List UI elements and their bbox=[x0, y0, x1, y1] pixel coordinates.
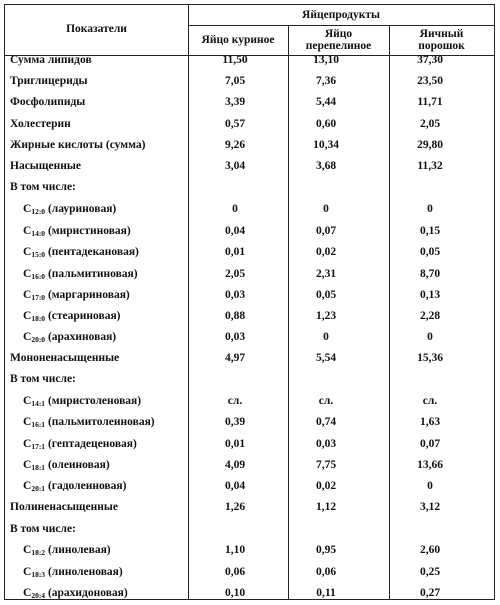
value-cell: 13,66 bbox=[417, 459, 443, 471]
acid-name: (маргариновая) bbox=[47, 289, 130, 301]
acid-symbol: C bbox=[23, 459, 32, 471]
row-label bbox=[23, 565, 123, 582]
value-cell: 2,05 bbox=[224, 268, 246, 280]
value-cell: 2,05 bbox=[419, 118, 441, 130]
value-cell: 5,54 bbox=[315, 352, 337, 364]
acid-code: 18:2 bbox=[31, 548, 46, 557]
value-cell: 2,60 bbox=[419, 544, 441, 556]
value-cell: 1,63 bbox=[419, 416, 441, 428]
acid-name: (олеиновая) bbox=[47, 459, 110, 471]
value-cell: сл. bbox=[227, 395, 243, 407]
indicator-column-header: Показатели bbox=[66, 23, 127, 35]
acid-symbol: C bbox=[23, 416, 32, 428]
acid-symbol: C bbox=[23, 268, 32, 280]
value-cell: 3,04 bbox=[224, 160, 246, 172]
value-cell: 13,10 bbox=[313, 54, 339, 66]
value-cell: 0,60 bbox=[315, 118, 337, 130]
value-cell: 0 bbox=[323, 203, 329, 215]
acid-symbol: C bbox=[23, 395, 32, 407]
acid-code: 18:0 bbox=[31, 314, 46, 323]
row-label bbox=[23, 415, 155, 432]
value-cell: 0,02 bbox=[315, 246, 337, 258]
value-cell: 0,06 bbox=[315, 566, 337, 578]
value-cell: 0,13 bbox=[419, 289, 441, 301]
acid-name: (линоленовая) bbox=[47, 566, 123, 578]
value-cell: 7,75 bbox=[315, 459, 337, 471]
value-cell: 7,36 bbox=[315, 75, 337, 87]
row-label bbox=[23, 309, 121, 326]
acid-name: (стеариновая) bbox=[47, 310, 121, 322]
acid-symbol: C bbox=[23, 587, 32, 599]
row-label bbox=[23, 437, 137, 454]
row-label: Мононенасыщенные bbox=[10, 352, 120, 364]
acid-name: (пальмитиновая) bbox=[47, 268, 138, 280]
acid-symbol: C bbox=[23, 438, 32, 450]
value-cell: 0,05 bbox=[315, 289, 337, 301]
value-cell: 0,07 bbox=[315, 225, 337, 237]
value-cell: сл. bbox=[318, 395, 334, 407]
value-cell: 15,36 bbox=[417, 352, 443, 364]
row-label bbox=[23, 479, 126, 496]
section-label: В том числе: bbox=[10, 181, 76, 193]
row-label bbox=[23, 330, 116, 347]
value-cell: 0,74 bbox=[315, 416, 337, 428]
value-cell: 0,07 bbox=[419, 438, 441, 450]
value-cell: 11,71 bbox=[417, 96, 443, 108]
acid-name: (линолевая) bbox=[47, 544, 111, 556]
acid-symbol: C bbox=[23, 289, 32, 301]
row-label bbox=[23, 288, 130, 305]
value-cell: 0,03 bbox=[224, 289, 246, 301]
acid-code: 15:0 bbox=[31, 250, 46, 259]
value-cell: 0,05 bbox=[419, 246, 441, 258]
value-cell: 0 bbox=[232, 203, 238, 215]
acid-symbol: C bbox=[23, 203, 32, 215]
acid-symbol: C bbox=[23, 566, 32, 578]
section-label: В том числе: bbox=[10, 523, 76, 535]
acid-name: (миристиновая) bbox=[47, 225, 131, 237]
value-cell: 0,04 bbox=[224, 225, 246, 237]
acid-name: (лауриновая) bbox=[47, 203, 117, 215]
column-header-egg-powder: Яичный порошок bbox=[418, 28, 465, 52]
value-cell: 0,03 bbox=[224, 331, 246, 343]
row-label bbox=[23, 543, 111, 560]
acid-code: 12:0 bbox=[31, 207, 46, 216]
value-cell: 0 bbox=[323, 331, 329, 343]
acid-name: (арахиновая) bbox=[47, 331, 117, 343]
acid-symbol: C bbox=[23, 544, 32, 556]
acid-code: 18:3 bbox=[31, 570, 46, 579]
value-cell: 0 bbox=[427, 331, 433, 343]
row-label bbox=[23, 394, 141, 411]
value-cell: 10,34 bbox=[313, 139, 339, 151]
value-cell: 7,05 bbox=[224, 75, 246, 87]
acid-name: (гадолеиновая) bbox=[47, 480, 127, 492]
value-cell: 37,30 bbox=[417, 54, 443, 66]
value-cell: 0,57 bbox=[224, 118, 246, 130]
value-cell: 1,10 bbox=[224, 544, 246, 556]
header-divider bbox=[188, 25, 494, 26]
acid-code: 14:1 bbox=[31, 399, 46, 408]
value-cell: 1,23 bbox=[315, 310, 337, 322]
value-cell: 23,50 bbox=[417, 75, 443, 87]
acid-symbol: C bbox=[23, 480, 32, 492]
column-divider bbox=[389, 25, 390, 599]
row-label bbox=[23, 267, 138, 284]
row-label bbox=[23, 245, 139, 262]
value-cell: 3,39 bbox=[224, 96, 246, 108]
value-cell: 2,31 bbox=[315, 268, 337, 280]
acid-code: 16:0 bbox=[31, 272, 46, 281]
value-cell: 2,28 bbox=[419, 310, 441, 322]
value-cell: 0 bbox=[427, 203, 433, 215]
row-label: Триглицериды bbox=[10, 75, 88, 87]
value-cell: 0 bbox=[427, 480, 433, 492]
acid-code: 17:0 bbox=[31, 293, 46, 302]
row-label: Холестерин bbox=[10, 118, 71, 130]
acid-code: 20:4 bbox=[31, 591, 46, 600]
value-cell: 3,12 bbox=[419, 501, 441, 513]
acid-code: 20:1 bbox=[31, 484, 46, 493]
row-label bbox=[23, 586, 128, 603]
acid-code: 20:0 bbox=[31, 335, 46, 344]
acid-code: 14:0 bbox=[31, 229, 46, 238]
row-label: Полиненасыщенные bbox=[10, 501, 118, 513]
row-label bbox=[23, 458, 110, 475]
acid-code: 17:1 bbox=[31, 442, 46, 451]
value-cell: 0,11 bbox=[316, 587, 336, 599]
value-cell: 0,27 bbox=[419, 587, 441, 599]
value-cell: 0,02 bbox=[315, 480, 337, 492]
lipid-table bbox=[4, 4, 495, 600]
column-header-quail-egg: Яйцо перепелиное bbox=[305, 28, 372, 52]
value-cell: 1,12 bbox=[315, 501, 337, 513]
value-cell: 0,15 bbox=[419, 225, 441, 237]
value-cell: 9,26 bbox=[224, 139, 246, 151]
value-cell: 0,25 bbox=[419, 566, 441, 578]
value-cell: 0,06 bbox=[224, 566, 246, 578]
column-divider bbox=[288, 25, 289, 599]
value-cell: 5,44 bbox=[315, 96, 337, 108]
value-cell: 0,95 bbox=[315, 544, 337, 556]
acid-name: (арахидоновая) bbox=[47, 587, 128, 599]
row-label: Насыщенные bbox=[10, 160, 81, 172]
value-cell: 1,26 bbox=[224, 501, 246, 513]
acid-name: (гептадеценовая) bbox=[47, 438, 137, 450]
value-cell: 0,88 bbox=[224, 310, 246, 322]
products-group-header: Яйцепродукты bbox=[302, 9, 380, 21]
row-label: Жирные кислоты (сумма) bbox=[10, 139, 146, 151]
section-label: В том числе: bbox=[10, 373, 76, 385]
value-cell: 8,70 bbox=[419, 268, 441, 280]
acid-code: 18:1 bbox=[31, 463, 46, 472]
value-cell: 0,39 bbox=[224, 416, 246, 428]
acid-symbol: C bbox=[23, 310, 32, 322]
value-cell: 29,80 bbox=[417, 139, 443, 151]
row-label: Фосфолипиды bbox=[10, 96, 86, 108]
value-cell: 11,50 bbox=[222, 54, 248, 66]
acid-symbol: C bbox=[23, 331, 32, 343]
value-cell: сл. bbox=[422, 395, 438, 407]
acid-name: (пентадекановая) bbox=[47, 246, 139, 258]
acid-name: (пальмитолеиновая) bbox=[47, 416, 155, 428]
acid-symbol: C bbox=[23, 246, 32, 258]
value-cell: 0,04 bbox=[224, 480, 246, 492]
value-cell: 0,10 bbox=[224, 587, 246, 599]
acid-name: (миристоленовая) bbox=[47, 395, 142, 407]
value-cell: 0,01 bbox=[224, 246, 246, 258]
value-cell: 11,32 bbox=[417, 160, 443, 172]
value-cell: 4,97 bbox=[224, 352, 246, 364]
value-cell: 4,09 bbox=[224, 459, 246, 471]
acid-symbol: C bbox=[23, 225, 32, 237]
row-label bbox=[23, 224, 131, 241]
acid-code: 16:1 bbox=[31, 420, 46, 429]
column-divider bbox=[188, 5, 189, 599]
value-cell: 3,68 bbox=[315, 160, 337, 172]
column-header-chicken-egg: Яйцо куриное bbox=[201, 34, 275, 46]
value-cell: 0,03 bbox=[315, 438, 337, 450]
row-label bbox=[23, 202, 116, 219]
row-label: Сумма липидов bbox=[10, 54, 92, 66]
value-cell: 0,01 bbox=[224, 438, 246, 450]
